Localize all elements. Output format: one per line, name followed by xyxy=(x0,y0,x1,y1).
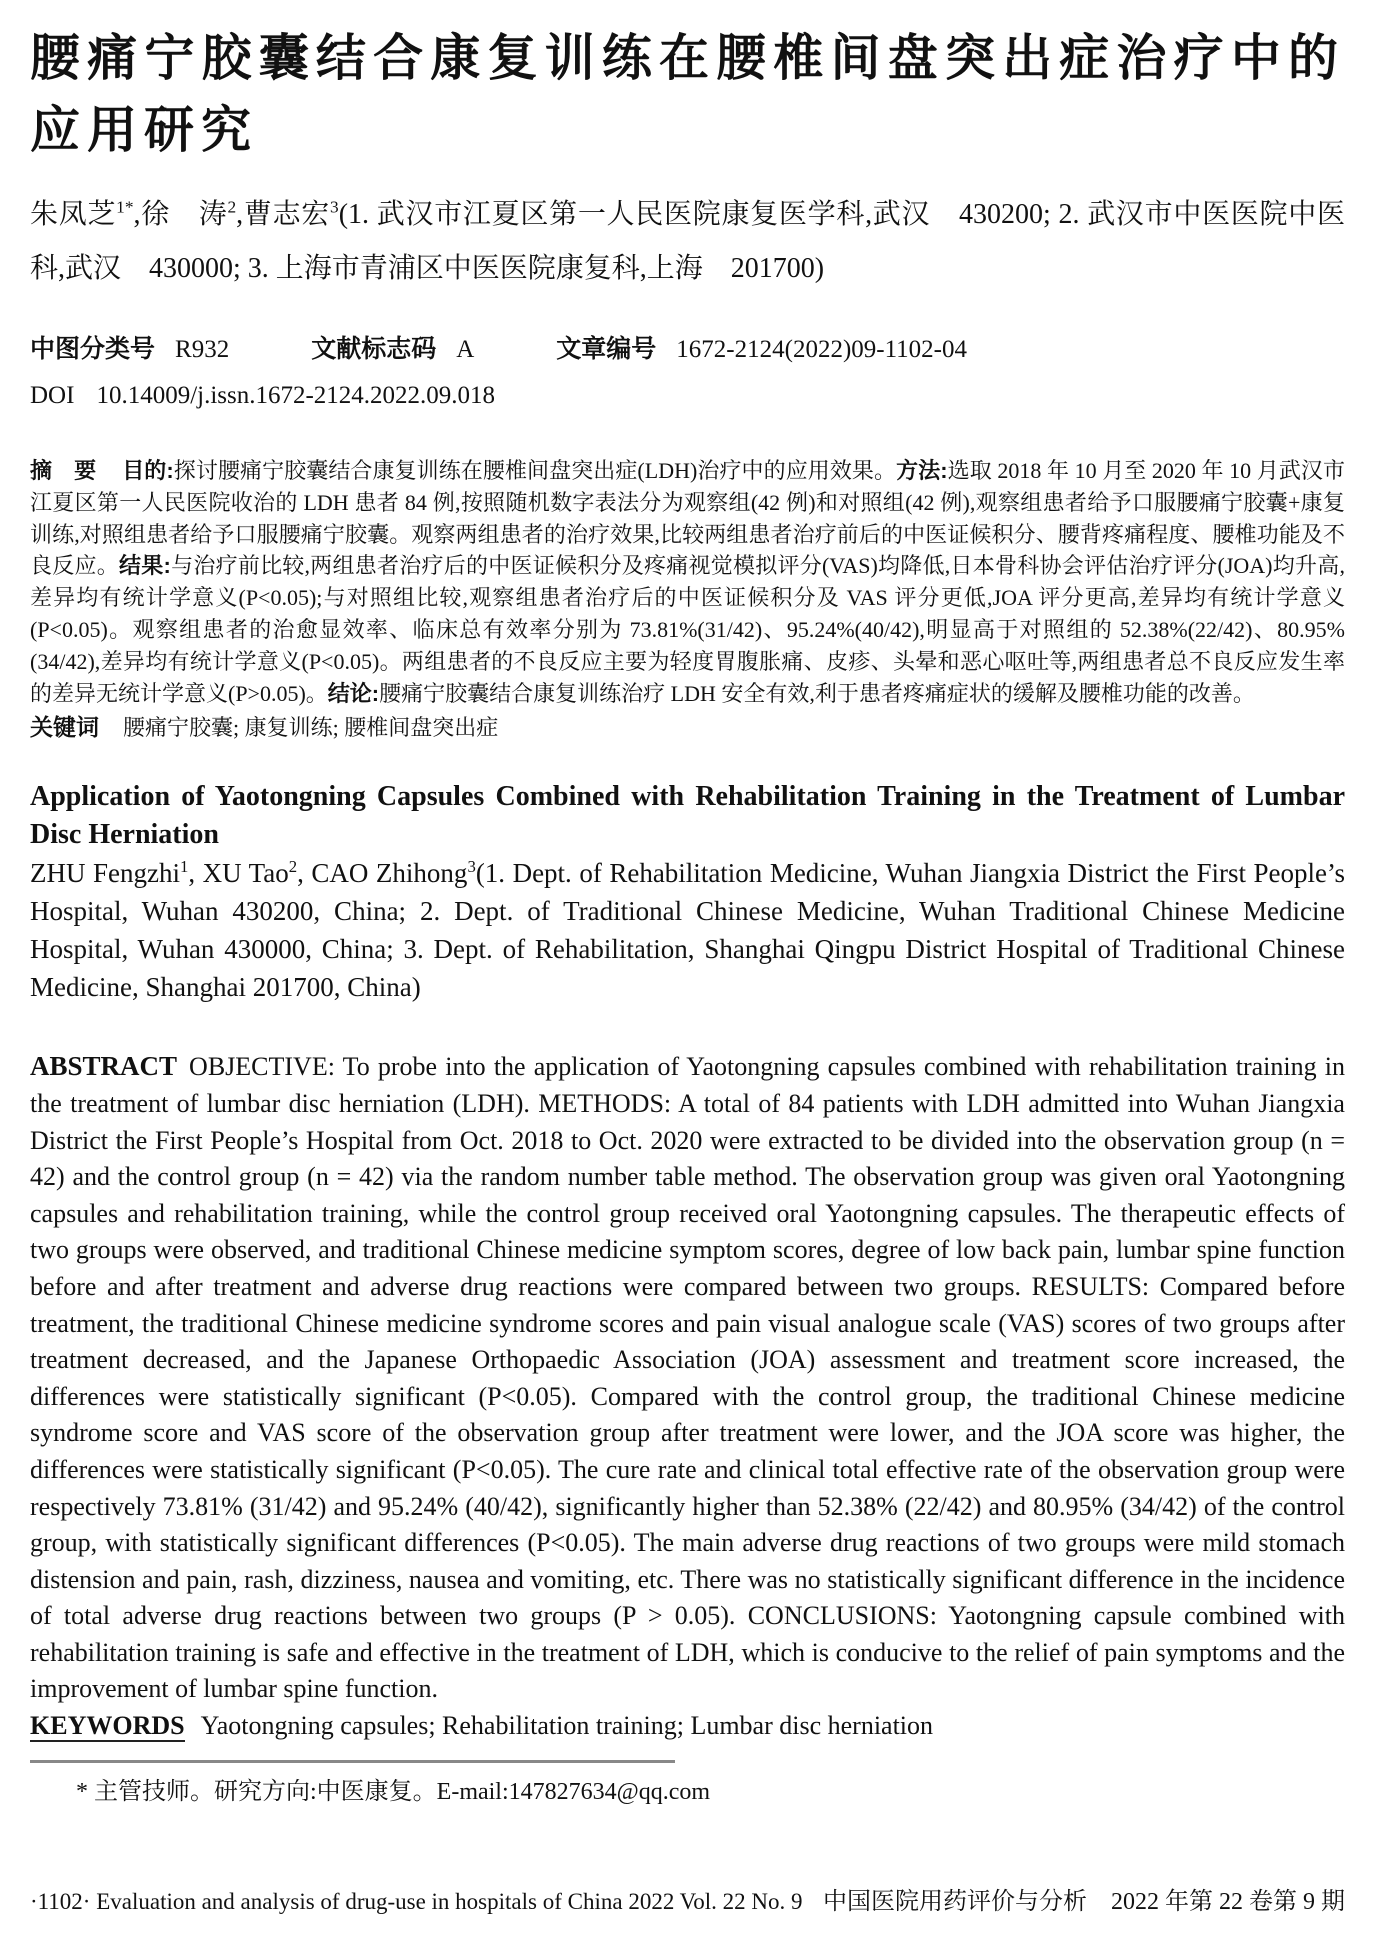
page-footer xyxy=(30,1881,1345,1916)
affiliation-cn: (1. 武汉市江夏区第一人民医院康复医学科,武汉 430200; 2. 武汉市中医医院中医科,武汉 430000; 3. 上海市青浦区中医医院康复科,上海 201700) xyxy=(30,199,1345,284)
objective-en-label: OBJECTIVE: xyxy=(189,1052,335,1082)
methods-cn-label: 方法: xyxy=(896,458,948,483)
authors-en xyxy=(30,854,1345,1006)
conclusions-en-label: CONCLUSIONS: xyxy=(747,1601,937,1631)
results-cn-text: 与治疗前比较,两组患者治疗后的中医证候积分及疼痛视觉模拟评分(VAS)均降低,日本骨科协会评估治疗评分(JOA)均升高,差异均有统计学意义(P<0.05);与对照组比较,观察组患者治疗后的中医证候积分及 VAS 评分更低,JOA 评分更高,差异均有统计学意义(P<0.05)。观察组患者的治愈显效率、临床总有效率分别为 73.81%(31/42)、95.24%(40/42),明显高于对照组的 52.38%(22/42)、80.95%(34/42),差异均有统计学意义(P<0.05)。两组患者的不良反应主要为轻度胃腹胀痛、皮疹、头晕和恶心呕吐等,两组患者总不良反应发生率的差异无统计学意义(P>0.05)。 xyxy=(30,553,1345,706)
author-en-2: , XU Tao xyxy=(188,858,289,889)
author-en-1-sup: 1 xyxy=(180,857,189,877)
abstract-cn xyxy=(30,455,1345,709)
author-en-1: ZHU Fengzhi xyxy=(30,858,180,889)
footnote-divider xyxy=(30,1760,675,1763)
conclusion-cn-label: 结论: xyxy=(327,680,380,706)
keywords-cn-label: 关键词 xyxy=(30,714,99,741)
abstract-en-label: ABSTRACT xyxy=(30,1051,178,1082)
objective-cn-text: 探讨腰痛宁胶囊结合康复训练在腰椎间盘突出症(LDH)治疗中的应用效果。 xyxy=(173,458,897,483)
doi-line xyxy=(30,381,1345,411)
author-en-3: , CAO Zhihong xyxy=(297,858,468,889)
conclusions-en-text: Yaotongning capsule combined with rehabilitation training is safe and effective in the treatment of LDH, which is conducive to the relief of pain symptoms and the improvement of lumbar spine function. xyxy=(30,1601,1345,1704)
footnote: * 主管技师。研究方向:中医康复。E-mail:147827634@qq.com xyxy=(76,1778,711,1805)
methods-en-text: A total of 84 patients with LDH admitted into Wuhan Jiangxia District the First People’s Hospital from Oct. 2018 to Oct. 2020 were extracted to be divided into the observation group (n = 42) and the control group (n = 42) via the random number table method. The observation group was given oral Yaotongning capsules and rehabilitation training, while the control group received oral Yaotongning capsules. The therapeutic effects of two groups were observed, and traditional Chinese medicine symptom scores, degree of low back pain, lumbar spine function before and after treatment and adverse drug reactions were compared between two groups. xyxy=(30,1088,1345,1301)
conclusion-cn-text: 腰痛宁胶囊结合康复训练治疗 LDH 安全有效,利于患者疼痛症状的缓解及腰椎功能的改善。 xyxy=(379,680,1255,706)
objective-en-text: To probe into the application of Yaotongning capsules combined with rehabilitation training in the treatment of lumbar disc herniation (LDH). xyxy=(30,1052,1345,1118)
keywords-en-text: Yaotongning capsules; Rehabilitation training; Lumbar disc herniation xyxy=(200,1711,934,1741)
doi-label: DOI xyxy=(30,382,75,409)
doi-value: 10.14009/j.issn.1672-2124.2022.09.018 xyxy=(96,382,496,409)
results-en-label: RESULTS: xyxy=(1031,1271,1150,1301)
author-cn-3: ,曹志宏 xyxy=(236,199,331,230)
objective-cn-label: 目的: xyxy=(122,458,174,483)
footer-right: 中国医院用药评价与分析 2022 年第 22 卷第 9 期 xyxy=(823,1889,1345,1915)
meta-line xyxy=(30,334,1345,365)
keywords-en xyxy=(30,1708,1345,1745)
affiliation-en: (1. Dept. of Rehabilitation Medicine, Wuhan Jiangxia District the First People’s Hospital, Wuhan 430200, China; 2. Dept. of Traditional Chinese Medicine, Wuhan Traditional Chinese Medicine Hospital, Wuhan 430000, China; 3. Dept. of Rehabilitation, Shanghai Qingpu District Hospital of Traditional Chinese Medicine, Shanghai 201700, China) xyxy=(30,858,1345,1003)
keywords-cn-text: 腰痛宁胶囊; 康复训练; 腰椎间盘突出症 xyxy=(123,715,499,741)
results-en-text: Compared before treatment, the traditional Chinese medicine syndrome scores and pain visual analogue scale (VAS) scores of two groups after treatment decreased, and the Japanese Orthopaedic Association (JOA) assessment and treatment score increased, the differences were statistically significant (P<0.05). Compared with the control group, the traditional Chinese medicine syndrome score and VAS score of the observation group after treatment were lower, and the JOA score was higher, the differences were statistically significant (P<0.05). The cure rate and clinical total effective rate of the observation group were respectively 73.81% (31/42) and 95.24% (40/42), significantly higher than 52.38% (22/42) and 80.95% (34/42) of the control group, with statistically significant differences (P<0.05). The main adverse drug reactions of two groups were mild stomach distension and pain, rash, dizziness, nausea and vomiting, etc. There was no statistically significant difference in the incidence of total adverse drug reactions between two groups (P > 0.05). xyxy=(30,1271,1345,1631)
keywords-cn xyxy=(30,711,1345,744)
author-cn-2-sup: 2 xyxy=(227,197,237,217)
clc-label: 中图分类号 xyxy=(30,335,156,363)
author-cn-3-sup: 3 xyxy=(330,197,339,217)
author-cn-1-sup: 1* xyxy=(116,197,134,217)
abstract-en xyxy=(30,1048,1345,1708)
author-en-3-sup: 3 xyxy=(467,857,476,877)
paper-title-cn: 腰痛宁胶囊结合康复训练在腰椎间盘突出症治疗中的应用研究 xyxy=(30,30,1345,158)
doc-code-value: A xyxy=(456,336,475,363)
article-id-label: 文章编号 xyxy=(556,335,657,363)
author-cn-2: ,徐 涛 xyxy=(133,199,228,230)
methods-cn-text: 选取 2018 年 10 月至 2020 年 10 月武汉市江夏区第一人民医院收治的 LDH 患者 84 例,按照随机数字表法分为观察组(42 例)和对照组(42 例),观察组患者给予口服腰痛宁胶囊+康复训练,对照组患者给予口服腰痛宁胶囊。观察两组患者的治疗效果,比较两组患者治疗前后的中医证候积分、腰背疼痛程度、腰椎功能及不良反应。 xyxy=(30,458,1345,579)
author-cn-1: 朱凤芝 xyxy=(30,199,117,230)
clc-value: R932 xyxy=(175,336,230,363)
article-id-value: 1672-2124(2022)09-1102-04 xyxy=(676,336,967,363)
footer-left: ·1102· Evaluation and analysis of drug-use in hospitals of China 2022 Vol. 22 No. 9 xyxy=(30,1889,803,1914)
doc-code-label: 文献标志码 xyxy=(311,335,437,363)
paper-title-en: Application of Yaotongning Capsules Combined with Rehabilitation Training in the Treatment of Lumbar Disc Herniation xyxy=(30,781,1345,851)
abstract-cn-label: 摘 要 xyxy=(30,458,97,483)
methods-en-label: METHODS: xyxy=(538,1088,672,1118)
results-cn-label: 结果: xyxy=(119,553,171,579)
keywords-en-label: KEYWORDS xyxy=(30,1711,185,1741)
authors-cn xyxy=(30,188,1345,296)
author-en-2-sup: 2 xyxy=(288,857,298,877)
